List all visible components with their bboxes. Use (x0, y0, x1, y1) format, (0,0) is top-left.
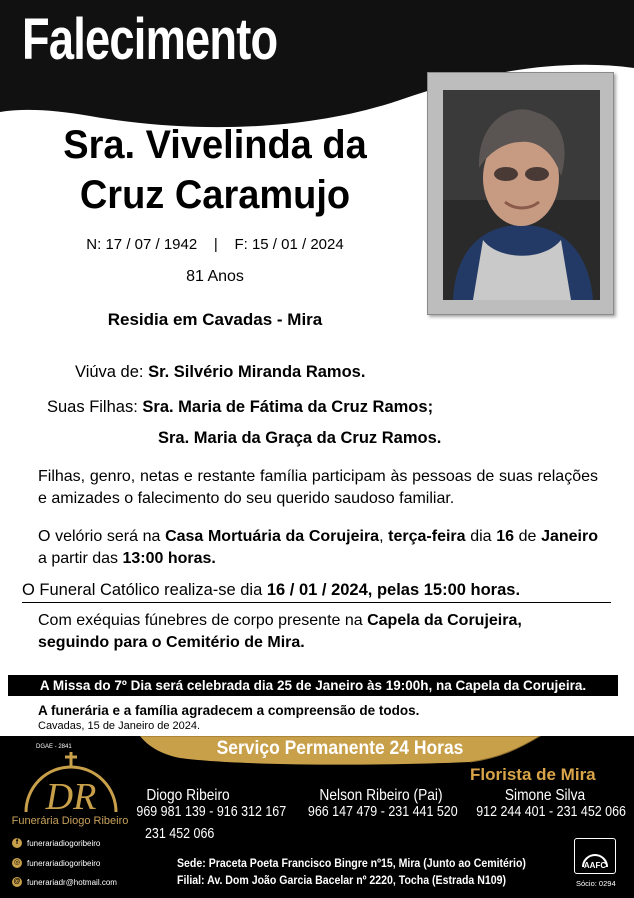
contact-name: Simone Silva (504, 787, 586, 804)
funeral-line (22, 581, 614, 600)
sede-address: Sede: Praceta Poeta Francisco Bingre nº15, Mira (Junto ao Cemitério) (177, 856, 526, 870)
wake-day: 16 (496, 528, 514, 545)
exequies-cemetery: seguindo para o Cemitério de Mira. (38, 634, 305, 651)
widow-line (75, 362, 365, 382)
birth-death-dates: N: 17 / 07 / 1942 | F: 15 / 01 / 2024 (86, 236, 344, 253)
wake-text-2: , (379, 528, 389, 545)
florista-name: Florista de Mira (470, 765, 596, 784)
wake-time: 13:00 horas. (122, 550, 216, 567)
wake-text-1: O velório será na (38, 528, 166, 545)
deceased-name-line1: Sra. Vivelinda da (63, 123, 367, 167)
instagram-icon: ◎ (13, 859, 21, 866)
widow-label: Viúva de: (75, 363, 144, 381)
contact-name: Nelson Ribeiro (Pai) (319, 787, 443, 804)
daughter-2: Sra. Maria da Graça da Cruz Ramos. (158, 429, 442, 447)
funeral-date-time: 16 / 01 / 2024, pelas 15:00 horas. (266, 581, 521, 599)
wake-paragraph (38, 526, 598, 570)
facebook-icon: f (12, 838, 22, 848)
exequies-paragraph (38, 610, 598, 654)
daughter-2-line (158, 428, 441, 448)
contact-nelson (307, 787, 458, 821)
deceased-name (20, 120, 410, 220)
daughters-line (47, 397, 433, 417)
deceased-name-line2: Cruz Caramujo (79, 173, 351, 217)
place-date: Cavadas, 15 de Janeiro de 2024. (38, 720, 201, 732)
wake-text-3: dia (465, 528, 497, 545)
email-icon: @ (13, 878, 21, 885)
exequies-chapel: Capela da Corujeira, (367, 612, 522, 629)
filial-address: Filial: Av. Dom João Garcia Bacelar nº 2220, Tocha (Estrada N109) (177, 873, 506, 887)
missa-banner: A Missa do 7º Dia será celebrada dia 25 de Janeiro às 19:00h, na Capela da Corujeira. (8, 675, 618, 696)
wake-text-4: de (513, 528, 542, 545)
contact-phones: 912 244 401 - 231 452 066 (476, 804, 626, 820)
portrait-frame (427, 72, 614, 315)
age: 81 Anos (186, 268, 244, 285)
contact-diogo (136, 787, 287, 821)
social-text: funerariadr@hotmail.com (27, 877, 117, 887)
aafc-logo (574, 838, 616, 874)
contact-phones: 969 981 139 - 916 312 167 (136, 804, 287, 820)
announcement-paragraph-1: Filhas, genro, netas e restante família participam às pessoas de suas relações e amizades o falecimento do seu querido saudoso familiar. (38, 468, 598, 507)
wake-location: Casa Mortuária da Corujeira (165, 528, 380, 545)
page-title: Falecimento (22, 7, 278, 72)
social-text: funerariadiogoribeiro (27, 858, 101, 868)
addresses (177, 855, 526, 889)
dgae-number: DGAE - 2841 (36, 744, 72, 750)
contact-phones: 966 147 479 - 231 441 520 (307, 804, 458, 820)
daughters-label: Suas Filhas: (47, 398, 138, 416)
wake-weekday: terça-feira (388, 528, 466, 545)
thanks-text: A funerária e a família agradecem a compreensão de todos. (38, 703, 420, 718)
social-facebook[interactable] (12, 838, 100, 848)
residence: Residia em Cavadas - Mira (107, 310, 323, 329)
daughter-1: Sra. Maria de Fátima da Cruz Ramos; (142, 398, 434, 416)
funeral-text: O Funeral Católico realiza-se dia (22, 581, 267, 599)
portrait-photo (443, 90, 600, 300)
service-banner: Serviço Permanente 24 Horas (216, 738, 464, 759)
funeral-underline (22, 602, 611, 603)
contact-simone (476, 787, 626, 821)
social-instagram[interactable] (12, 858, 100, 868)
wake-month: Janeiro (541, 528, 598, 545)
widow-name: Sr. Silvério Miranda Ramos. (148, 363, 366, 381)
logo-name: Funerária Diogo Ribeiro (11, 815, 129, 827)
social-email[interactable] (12, 877, 117, 887)
exequies-text: Com exéquias fúnebres de corpo presente na (38, 612, 368, 629)
social-text: funerariadiogoribeiro (27, 838, 101, 848)
logo-letters: DR (45, 776, 97, 816)
contact-diogo-extra-phone: 231 452 066 (145, 826, 215, 842)
wake-text-5: a partir das (38, 550, 123, 567)
contact-name: Diogo Ribeiro (146, 787, 230, 804)
socio-number: Sócio: 0294 (576, 879, 616, 888)
aafc-text: AAFC (583, 861, 607, 870)
